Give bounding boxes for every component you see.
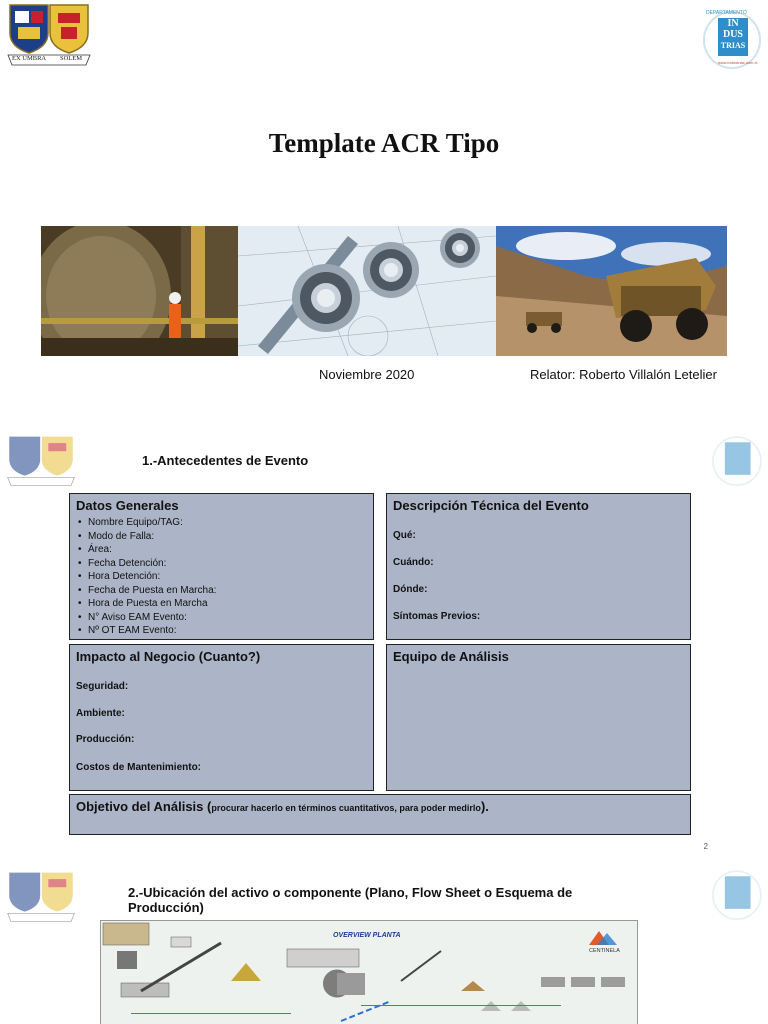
title-slide [0,0,768,404]
diagram-title: OVERVIEW PLANTA [333,932,401,939]
presentation-speaker: Relator: Roberto Villalón Letelier [530,367,717,382]
list-item: • Nombre Equipo/TAG: [88,516,367,530]
cuando-label: Cuándo: [393,557,434,568]
asset-location-slide [0,858,768,1024]
centinela-logo-icon [589,931,617,945]
department-logo-icon [706,434,766,490]
section-title-antecedentes: 1.-Antecedentes de Evento [142,453,309,468]
objetivo-note: procurar hacerlo en términos cuantitativos, para poder medirlo [211,803,481,813]
datos-generales-heading: Datos Generales [76,498,179,513]
section-title-ubicacion: 2.-Ubicación del activo o componente (Plano, Flow Sheet o Esquema de Producción) [128,885,573,915]
department-wordmark: IN DUS TRIAS [720,18,746,50]
list-item: • Fecha Detención: [88,557,367,571]
bearing-large-icon [292,264,360,332]
bearings-image [238,226,496,356]
bearing-medium-icon [363,242,419,298]
bearings-photo [238,226,496,356]
mining-truck-photo [496,226,727,356]
list-item: • Modo de Falla: [88,530,367,544]
department-logo [696,10,766,72]
produccion-label: Producción: [76,734,135,745]
mining-truck-image [496,226,727,356]
page-number: 2 [703,842,708,851]
department-label: DEPARTAMENTO [706,10,747,16]
datos-generales-panel [69,493,374,640]
list-item: • Nº OT EAM Evento: [88,624,367,638]
donde-label: Dónde: [393,584,428,595]
costos-label: Costos de Mantenimiento: [76,762,202,773]
event-background-slide [0,420,768,852]
objetivo-analisis-panel [69,794,691,835]
page-title: Template ACR Tipo [268,128,500,158]
seguridad-label: Seguridad: [76,681,129,692]
bearing-small-icon [440,228,480,268]
descripcion-tecnica-heading: Descripción Técnica del Evento [393,498,589,513]
list-item: • Fecha de Puesta en Marcha: [88,584,367,598]
university-crest-icon [6,870,76,924]
equipo-analisis-panel [386,644,691,791]
mill-worker-image [41,226,238,356]
impacto-negocio-panel [69,644,374,791]
list-item: • Área: [88,543,367,557]
equipo-analisis-heading: Equipo de Análisis [393,649,509,664]
university-crest-icon [6,434,76,488]
mill-worker-photo [41,226,238,356]
crest-motto-left: EX UMBRA [12,55,47,62]
department-url: www.industrias.usm.cl [718,60,758,65]
presentation-date: Noviembre 2020 [319,367,415,382]
impacto-negocio-heading: Impacto al Negocio (Cuanto?) [76,649,261,664]
list-item: • N° Aviso EAM Evento: [88,611,367,625]
diagram-brand: CENTINELA [589,948,620,954]
que-label: Qué: [393,530,416,541]
department-logo-icon [706,868,766,924]
sintomas-label: Síntomas Previos: [393,611,481,622]
datos-generales-list [76,516,367,638]
plant-overview-diagram [100,920,638,1024]
list-item: • Hora de Puesta en Marcha [88,597,367,611]
objetivo-heading: Objetivo del Análisis (procurar hacerlo en términos cuantitativos, para poder medirlo). [76,799,489,814]
descripcion-tecnica-panel [386,493,691,640]
crest-motto-right: SOLEM [60,55,83,62]
ambiente-label: Ambiente: [76,708,125,719]
list-item: • Hora Detención: [88,570,367,584]
